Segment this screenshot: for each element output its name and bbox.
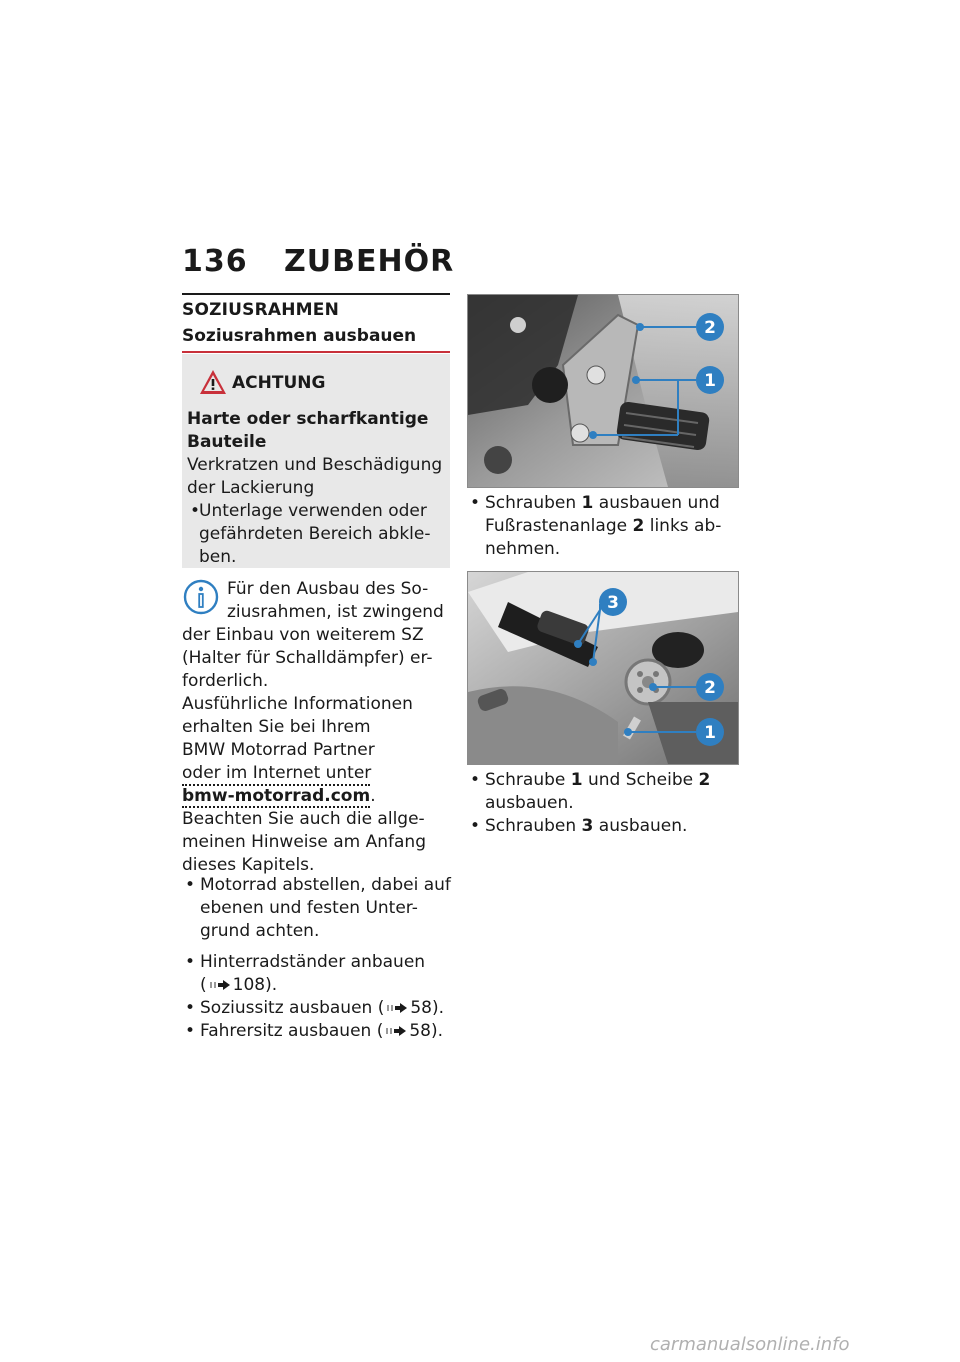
- f1-text-b: ausbauen und: [593, 493, 720, 513]
- f1-text-c: Fußrastenanlage: [485, 516, 633, 536]
- figure2-steps: [467, 769, 747, 838]
- warning-bullet-2: gefährdeten Bereich abkle-: [199, 524, 431, 544]
- step-remove-screw-washer: [467, 769, 747, 815]
- f1-num-1: 1: [581, 493, 594, 513]
- warning-content: [187, 408, 447, 569]
- f1-text-e: nehmen.: [485, 539, 561, 559]
- step-pillion-ref[interactable]: 58).: [410, 998, 445, 1018]
- f2-text-e: ausbauen.: [593, 816, 688, 836]
- step-rider-ref[interactable]: 58).: [409, 1021, 444, 1041]
- f2-text-c: ausbauen.: [485, 793, 574, 813]
- f2-text-b: und Scheibe: [582, 770, 699, 790]
- info-line-8: BMW Motorrad Partner: [182, 740, 375, 760]
- footrest-photo: [468, 295, 738, 487]
- callout-1: 1: [704, 371, 716, 391]
- page-ref-arrow-icon: [209, 979, 231, 991]
- f1-text-d: links ab-: [644, 516, 722, 536]
- warning-heading-2: Bauteile: [187, 432, 267, 452]
- warning-label: ACHTUNG: [232, 373, 326, 393]
- website-link[interactable]: bmw-motorrad.com: [182, 786, 371, 806]
- info-line-5: forderlich.: [182, 671, 269, 691]
- info-line-7: erhalten Sie bei Ihrem: [182, 717, 371, 737]
- pillion-frame-photo: [468, 572, 738, 764]
- f2-text-d: Schrauben: [485, 816, 582, 836]
- step-park-2: ebenen und festen Unter-: [200, 898, 418, 918]
- steps-left: [182, 874, 452, 1043]
- link-suffix: .: [370, 786, 376, 806]
- page-header: [182, 244, 454, 279]
- f2-num-3: 3: [581, 816, 594, 836]
- info-icon: [182, 578, 220, 616]
- figure-pillion-frame: [467, 571, 739, 765]
- info-line-3: der Einbau von weiterem SZ: [182, 625, 424, 645]
- info-line-6: Ausführliche Informationen: [182, 694, 413, 714]
- callout-3: 3: [607, 593, 619, 613]
- callout-2b: 2: [704, 678, 716, 698]
- info-line-12: dieses Kapitels.: [182, 855, 315, 875]
- step-park: [182, 874, 452, 943]
- info-line-11: meinen Hinweise am Anfang: [182, 832, 426, 852]
- warning-bullet: [187, 500, 447, 569]
- step-stand-1: • Hinterradständer anbauen: [200, 952, 426, 972]
- step-park-3: grund achten.: [200, 921, 320, 941]
- page-number: 136: [182, 244, 248, 279]
- callout-1b: 1: [704, 723, 716, 743]
- f2-num-2: 2: [698, 770, 711, 790]
- info-line-9: oder im Internet unter: [182, 763, 372, 783]
- info-intro-2: ziusrahmen, ist zwingend: [227, 602, 444, 622]
- warning-text-2: der Lackierung: [187, 478, 315, 498]
- step-stand: [182, 951, 452, 997]
- step-park-1: • Motorrad abstellen, dabei auf: [200, 875, 451, 895]
- watermark: carmanualsonline.info: [650, 1334, 850, 1355]
- warning-rule: [182, 351, 450, 353]
- step-pillion-seat: [182, 997, 452, 1020]
- info-body: [182, 624, 452, 877]
- step-pillion-text: Soziussitz ausbauen (: [200, 998, 385, 1018]
- subsection-title: Soziusrahmen ausbauen: [182, 326, 417, 346]
- f1-text-a: Schrauben: [485, 493, 582, 513]
- chapter-title: ZUBEHÖR: [284, 244, 455, 279]
- info-intro-1: Für den Ausbau des So-: [227, 579, 429, 599]
- paren-open: (: [200, 975, 207, 995]
- warning-text-1: Verkratzen und Beschädigung: [187, 455, 443, 475]
- page-ref-arrow-icon: [385, 1025, 407, 1037]
- step-stand-ref[interactable]: 108).: [232, 975, 278, 995]
- page-ref-arrow-icon: [386, 1002, 408, 1014]
- step-rider-seat: [182, 1020, 452, 1043]
- info-line-4: (Halter für Schalldämpfer) er-: [182, 648, 433, 668]
- callout-2: 2: [704, 318, 716, 338]
- f2-text-a: Schraube: [485, 770, 571, 790]
- warning-heading-1: Harte oder scharfkantige: [187, 409, 429, 429]
- info-line-10: Beachten Sie auch die allge-: [182, 809, 425, 829]
- warning-icon: [198, 368, 228, 396]
- step-remove-footrest: [467, 492, 747, 561]
- step-remove-screws-3: [467, 815, 747, 838]
- warning-bullet-1: • Unterlage verwenden oder: [199, 501, 427, 521]
- f2-num-1: 1: [570, 770, 583, 790]
- f1-num-2: 2: [632, 516, 645, 536]
- section-rule: [182, 293, 450, 295]
- section-title: SOZIUSRAHMEN: [182, 300, 340, 320]
- step-rider-text: Fahrersitz ausbauen (: [200, 1021, 384, 1041]
- figure1-step: [467, 492, 747, 561]
- warning-bullet-3: ben.: [199, 547, 237, 567]
- figure-footrest: [467, 294, 739, 488]
